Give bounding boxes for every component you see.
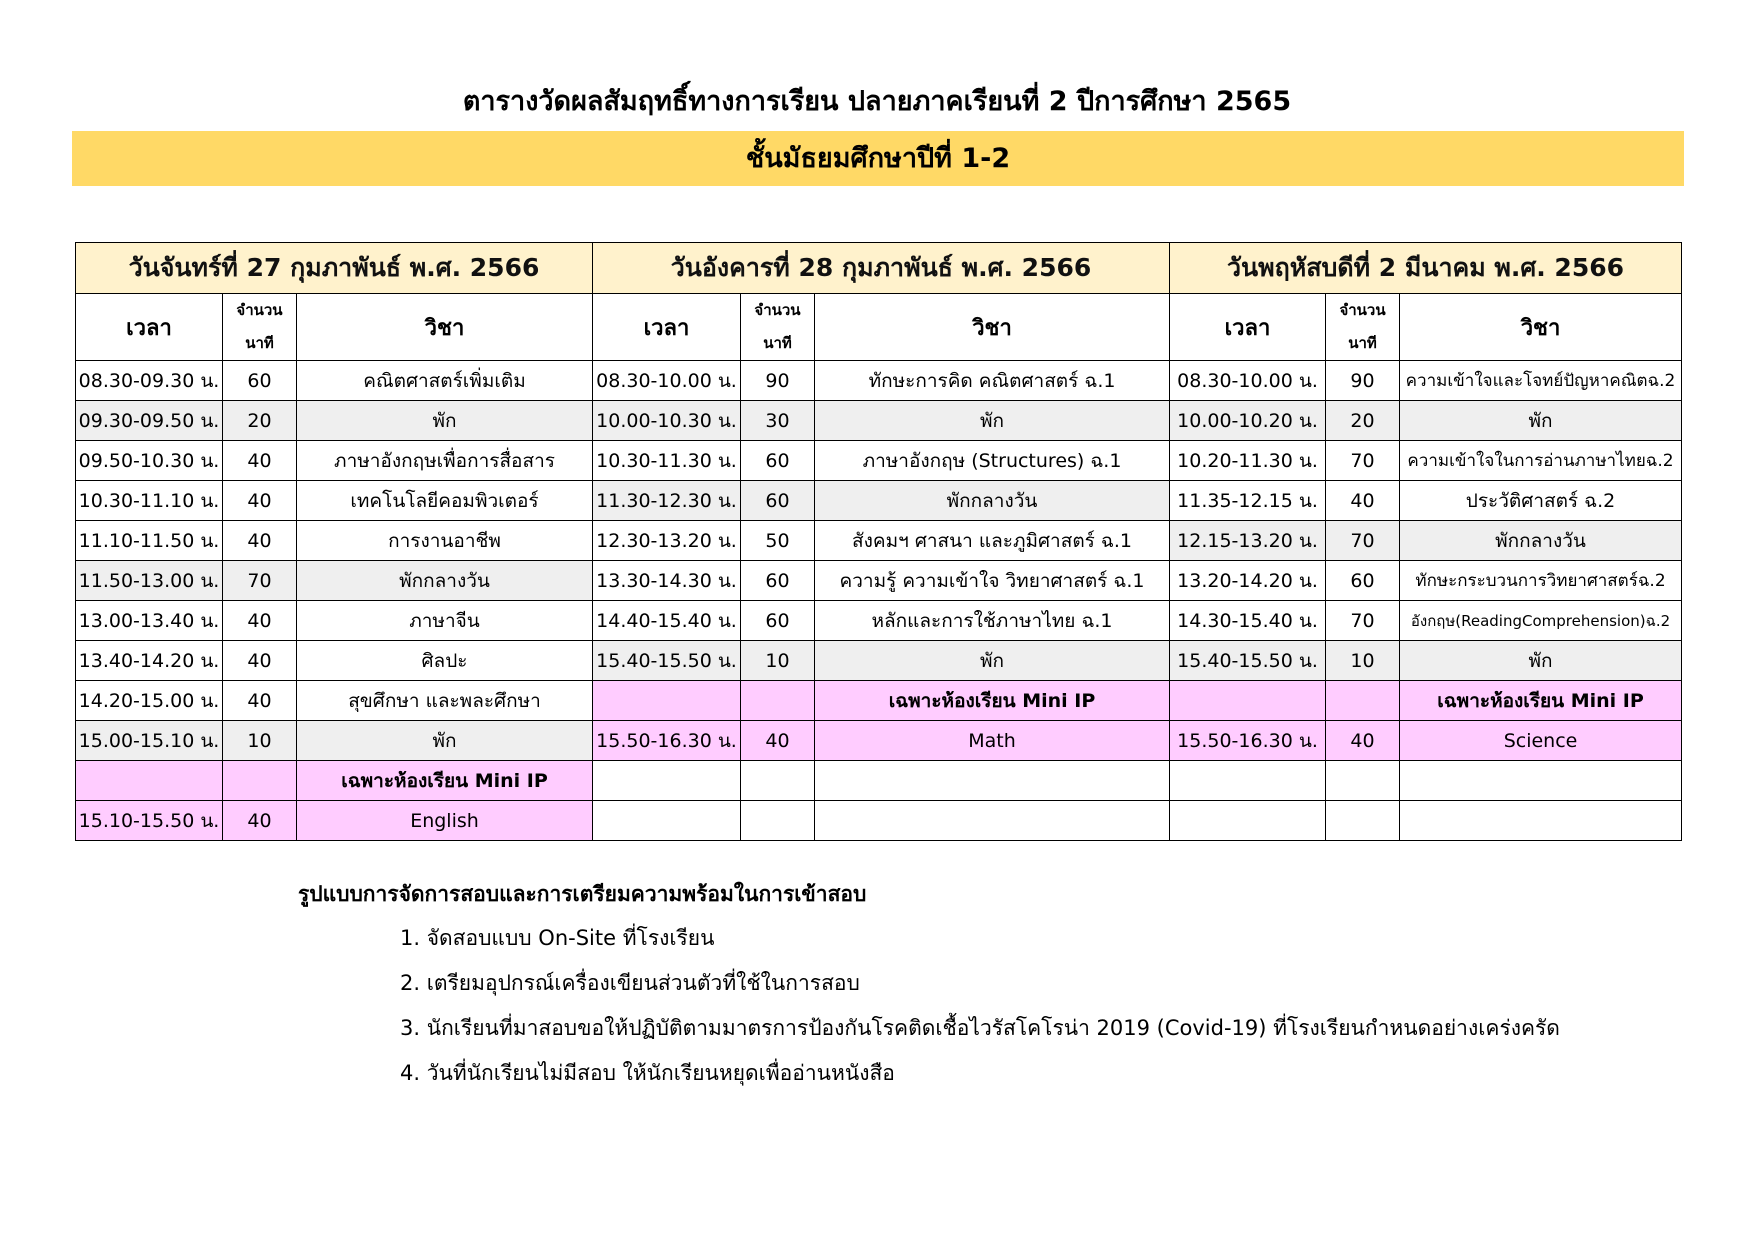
minutes-cell: 60	[741, 601, 815, 641]
time-cell	[593, 801, 741, 841]
minutes-cell: 40	[223, 601, 297, 641]
mini-ip-label: เฉพาะห้องเรียน Mini IP	[815, 681, 1170, 721]
minutes-cell: 50	[741, 521, 815, 561]
time-cell: 15.50-16.30 น.	[1170, 721, 1326, 761]
minutes-cell: 90	[741, 361, 815, 401]
subject-cell: พัก	[297, 401, 593, 441]
col-header-minutes: จำนวน นาที	[223, 294, 297, 361]
minutes-cell	[741, 681, 815, 721]
subject-cell: สุขศึกษา และพละศึกษา	[297, 681, 593, 721]
time-cell: 08.30-10.00 น.	[1170, 361, 1326, 401]
time-cell: 15.00-15.10 น.	[76, 721, 223, 761]
time-cell: 15.40-15.50 น.	[593, 641, 741, 681]
minutes-cell: 60	[741, 441, 815, 481]
time-cell: 08.30-09.30 น.	[76, 361, 223, 401]
time-cell: 15.10-15.50 น.	[76, 801, 223, 841]
col-header-subject: วิชา	[1400, 294, 1682, 361]
table-row	[76, 721, 1682, 761]
minutes-cell: 90	[1326, 361, 1400, 401]
time-cell: 13.00-13.40 น.	[76, 601, 223, 641]
subject-cell: ความรู้ ความเข้าใจ วิทยาศาสตร์ ฉ.1	[815, 561, 1170, 601]
grade-level-banner: ชั้นมัธยมศึกษาปีที่ 1-2	[72, 131, 1684, 186]
subject-cell: พักกลางวัน	[297, 561, 593, 601]
subject-cell: เทคโนโลยีคอมพิวเตอร์	[297, 481, 593, 521]
time-cell: 10.30-11.30 น.	[593, 441, 741, 481]
minutes-cell: 20	[1326, 401, 1400, 441]
table-row	[76, 401, 1682, 441]
time-cell	[76, 761, 223, 801]
minutes-cell: 70	[1326, 441, 1400, 481]
time-cell: 14.40-15.40 น.	[593, 601, 741, 641]
minutes-cell: 40	[223, 801, 297, 841]
time-cell: 12.30-13.20 น.	[593, 521, 741, 561]
time-cell: 09.50-10.30 น.	[76, 441, 223, 481]
minutes-cell: 60	[741, 561, 815, 601]
subject-cell	[1400, 801, 1682, 841]
subject-cell: การงานอาชีพ	[297, 521, 593, 561]
subject-cell: สังคมฯ ศาสนา และภูมิศาสตร์ ฉ.1	[815, 521, 1170, 561]
guideline-item: 2. เตรียมอุปกรณ์เครื่องเขียนส่วนตัวที่ใช้ในการสอบ	[400, 971, 860, 995]
table-row	[76, 481, 1682, 521]
table-row	[76, 441, 1682, 481]
time-cell	[593, 681, 741, 721]
time-cell: 11.35-12.15 น.	[1170, 481, 1326, 521]
time-cell: 13.40-14.20 น.	[76, 641, 223, 681]
subject-cell: ศิลปะ	[297, 641, 593, 681]
col-header-minutes: จำนวน นาที	[741, 294, 815, 361]
minutes-cell	[741, 761, 815, 801]
time-cell: 10.30-11.10 น.	[76, 481, 223, 521]
guidelines-list	[298, 923, 1598, 1088]
exam-schedule-table	[75, 242, 1682, 841]
table-row	[76, 601, 1682, 641]
subject-cell: พักกลางวัน	[815, 481, 1170, 521]
minutes-cell: 40	[741, 721, 815, 761]
subject-cell: ประวัติศาสตร์ ฉ.2	[1400, 481, 1682, 521]
minutes-cell: 30	[741, 401, 815, 441]
subject-cell: ภาษาอังกฤษเพื่อการสื่อสาร	[297, 441, 593, 481]
subject-cell: ความเข้าใจและโจทย์ปัญหาคณิตฉ.2	[1400, 361, 1682, 401]
minutes-cell: 70	[1326, 601, 1400, 641]
time-cell: 10.00-10.20 น.	[1170, 401, 1326, 441]
exam-guidelines	[298, 879, 1598, 1103]
minutes-cell: 40	[223, 641, 297, 681]
subject-cell	[1400, 761, 1682, 801]
time-cell: 10.00-10.30 น.	[593, 401, 741, 441]
time-cell: 15.50-16.30 น.	[593, 721, 741, 761]
table-row	[76, 681, 1682, 721]
guideline-item: 3. นักเรียนที่มาสอบขอให้ปฏิบัติตามมาตรการป้องกันโรคติดเชื้อไวรัสโคโรน่า 2019 (Covid-19) ที่โรงเรียนกำหนดอย่างเคร่งครัด	[400, 1016, 1560, 1040]
col-header-time: เวลา	[593, 294, 741, 361]
subject-cell: พัก	[1400, 401, 1682, 441]
subject-cell	[815, 761, 1170, 801]
minutes-cell	[1326, 681, 1400, 721]
page-title: ตารางวัดผลสัมฤทธิ์ทางการเรียน ปลายภาคเรียนที่ 2 ปีการศึกษา 2565	[462, 86, 1292, 117]
col-header-subject: วิชา	[815, 294, 1170, 361]
table-row	[76, 361, 1682, 401]
subject-cell: หลักและการใช้ภาษาไทย ฉ.1	[815, 601, 1170, 641]
minutes-cell: 10	[1326, 641, 1400, 681]
subject-cell: พัก	[1400, 641, 1682, 681]
mini-ip-label: เฉพาะห้องเรียน Mini IP	[297, 761, 593, 801]
minutes-cell: 70	[223, 561, 297, 601]
time-cell: 13.20-14.20 น.	[1170, 561, 1326, 601]
minutes-cell: 40	[1326, 721, 1400, 761]
subject-cell	[815, 801, 1170, 841]
col-header-time: เวลา	[1170, 294, 1326, 361]
subject-cell: ภาษาอังกฤษ (Structures) ฉ.1	[815, 441, 1170, 481]
time-cell: 14.20-15.00 น.	[76, 681, 223, 721]
time-cell: 09.30-09.50 น.	[76, 401, 223, 441]
subject-cell: ทักษะการคิด คณิตศาสตร์ ฉ.1	[815, 361, 1170, 401]
table-row	[76, 641, 1682, 681]
minutes-cell	[223, 761, 297, 801]
subject-cell: Math	[815, 721, 1170, 761]
minutes-cell: 60	[741, 481, 815, 521]
guideline-item: 4. วันที่นักเรียนไม่มีสอบ ให้นักเรียนหยุดเพื่ออ่านหนังสือ	[400, 1061, 895, 1085]
table-row	[76, 761, 1682, 801]
time-cell	[1170, 761, 1326, 801]
guideline-item: 1. จัดสอบแบบ On-Site ที่โรงเรียน	[400, 926, 715, 950]
time-cell	[1170, 801, 1326, 841]
minutes-cell	[741, 801, 815, 841]
subject-cell: พัก	[297, 721, 593, 761]
table-row	[76, 801, 1682, 841]
subject-cell: พัก	[815, 641, 1170, 681]
subject-cell: ภาษาจีน	[297, 601, 593, 641]
minutes-cell: 20	[223, 401, 297, 441]
minutes-cell: 40	[223, 681, 297, 721]
minutes-cell: 10	[223, 721, 297, 761]
time-cell: 08.30-10.00 น.	[593, 361, 741, 401]
time-cell: 14.30-15.40 น.	[1170, 601, 1326, 641]
time-cell: 11.10-11.50 น.	[76, 521, 223, 561]
time-cell: 12.15-13.20 น.	[1170, 521, 1326, 561]
minutes-cell: 40	[223, 521, 297, 561]
mini-ip-label: เฉพาะห้องเรียน Mini IP	[1400, 681, 1682, 721]
col-header-minutes: จำนวน นาที	[1326, 294, 1400, 361]
time-cell: 13.30-14.30 น.	[593, 561, 741, 601]
subject-cell: English	[297, 801, 593, 841]
minutes-cell: 40	[223, 481, 297, 521]
time-cell: 15.40-15.50 น.	[1170, 641, 1326, 681]
minutes-cell: 40	[223, 441, 297, 481]
table-row	[76, 561, 1682, 601]
col-header-time: เวลา	[76, 294, 223, 361]
day-header-thursday: วันพฤหัสบดีที่ 2 มีนาคม พ.ศ. 2566	[1170, 243, 1682, 294]
time-cell: 11.50-13.00 น.	[76, 561, 223, 601]
day-header-tuesday: วันอังคารที่ 28 กุมภาพันธ์ พ.ศ. 2566	[593, 243, 1170, 294]
subject-cell: Science	[1400, 721, 1682, 761]
table-row	[76, 521, 1682, 561]
col-header-subject: วิชา	[297, 294, 593, 361]
minutes-cell: 10	[741, 641, 815, 681]
minutes-cell: 70	[1326, 521, 1400, 561]
subject-cell: ทักษะกระบวนการวิทยาศาสตร์ฉ.2	[1400, 561, 1682, 601]
minutes-cell: 60	[223, 361, 297, 401]
time-cell: 10.20-11.30 น.	[1170, 441, 1326, 481]
guidelines-heading: รูปแบบการจัดการสอบและการเตรียมความพร้อมในการเข้าสอบ	[298, 882, 867, 906]
time-cell	[593, 761, 741, 801]
day-header-monday: วันจันทร์ที่ 27 กุมภาพันธ์ พ.ศ. 2566	[76, 243, 593, 294]
minutes-cell	[1326, 761, 1400, 801]
subject-cell: ความเข้าใจในการอ่านภาษาไทยฉ.2	[1400, 441, 1682, 481]
time-cell: 11.30-12.30 น.	[593, 481, 741, 521]
minutes-cell: 40	[1326, 481, 1400, 521]
subject-cell: อังกฤษ(ReadingComprehension)ฉ.2	[1400, 601, 1682, 641]
minutes-cell: 60	[1326, 561, 1400, 601]
subject-cell: พักกลางวัน	[1400, 521, 1682, 561]
time-cell	[1170, 681, 1326, 721]
subject-cell: พัก	[815, 401, 1170, 441]
minutes-cell	[1326, 801, 1400, 841]
subject-cell: คณิตศาสตร์เพิ่มเติม	[297, 361, 593, 401]
